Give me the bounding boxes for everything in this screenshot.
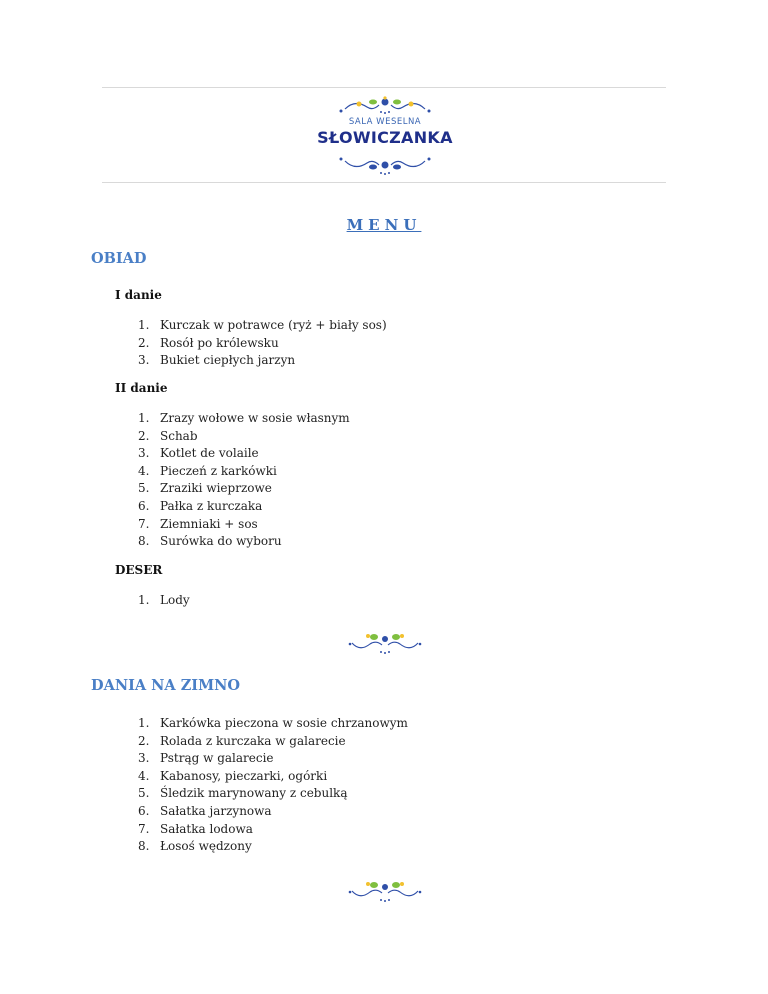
list-item: 6. Pałka z kurczaka bbox=[138, 498, 263, 513]
folk-flower-ornament-icon bbox=[348, 630, 422, 656]
cold-dishes-list bbox=[138, 715, 408, 856]
section-title-obiad: OBIAD bbox=[91, 250, 147, 267]
logo-name: SŁOWICZANKA bbox=[317, 128, 453, 147]
list-item: 8. Surówka do wyboru bbox=[138, 534, 282, 549]
list-item: 3. Bukiet ciepłych jarzyn bbox=[138, 353, 296, 368]
list-item: 6. Sałatka jarzynowa bbox=[138, 803, 272, 818]
dessert-list bbox=[138, 592, 190, 610]
list-item: 5. Zraziki wieprzowe bbox=[138, 481, 272, 496]
second-course-list bbox=[138, 410, 350, 551]
list-item: 8. Łosoś wędzony bbox=[138, 839, 252, 854]
header-bottom-divider bbox=[102, 182, 666, 183]
folk-flower-ornament-icon bbox=[335, 95, 435, 117]
first-course-list bbox=[138, 317, 387, 370]
list-item: 5. Śledzik marynowany z cebulką bbox=[138, 786, 348, 801]
list-item: 4. Kabanosy, pieczarki, ogórki bbox=[138, 768, 328, 783]
section-title-cold-dishes: DANIA NA ZIMNO bbox=[91, 677, 241, 694]
folk-flower-ornament-icon bbox=[348, 878, 422, 904]
list-item: 2. Schab bbox=[138, 428, 198, 443]
subsection-title-dessert: DESER bbox=[115, 563, 163, 577]
list-item: 3. Pstrąg w galarecie bbox=[138, 751, 274, 766]
subsection-title-second-course: II danie bbox=[115, 381, 168, 395]
list-item: 2. Rolada z kurczaka w galarecie bbox=[138, 733, 346, 748]
list-item: 1. Karkówka pieczona w sosie chrzanowym bbox=[138, 716, 408, 730]
list-item: 1. Lody bbox=[138, 593, 190, 607]
venue-logo bbox=[300, 95, 470, 175]
list-item: 1. Kurczak w potrawce (ryż + biały sos) bbox=[138, 318, 387, 332]
list-item: 7. Ziemniaki + sos bbox=[138, 516, 258, 531]
subsection-title-first-course: I danie bbox=[115, 288, 162, 302]
menu-title: MENU bbox=[346, 216, 422, 234]
list-item: 2. Rosół po królewsku bbox=[138, 335, 279, 350]
list-item: 7. Sałatka lodowa bbox=[138, 821, 253, 836]
logo-subtitle: SALA WESELNA bbox=[348, 117, 422, 127]
folk-flower-ornament-icon bbox=[335, 153, 435, 175]
list-item: 4. Pieczeń z karkówki bbox=[138, 463, 277, 478]
list-item: 1. Zrazy wołowe w sosie własnym bbox=[138, 411, 350, 425]
header-top-divider bbox=[102, 87, 666, 88]
list-item: 3. Kotlet de volaile bbox=[138, 446, 259, 461]
